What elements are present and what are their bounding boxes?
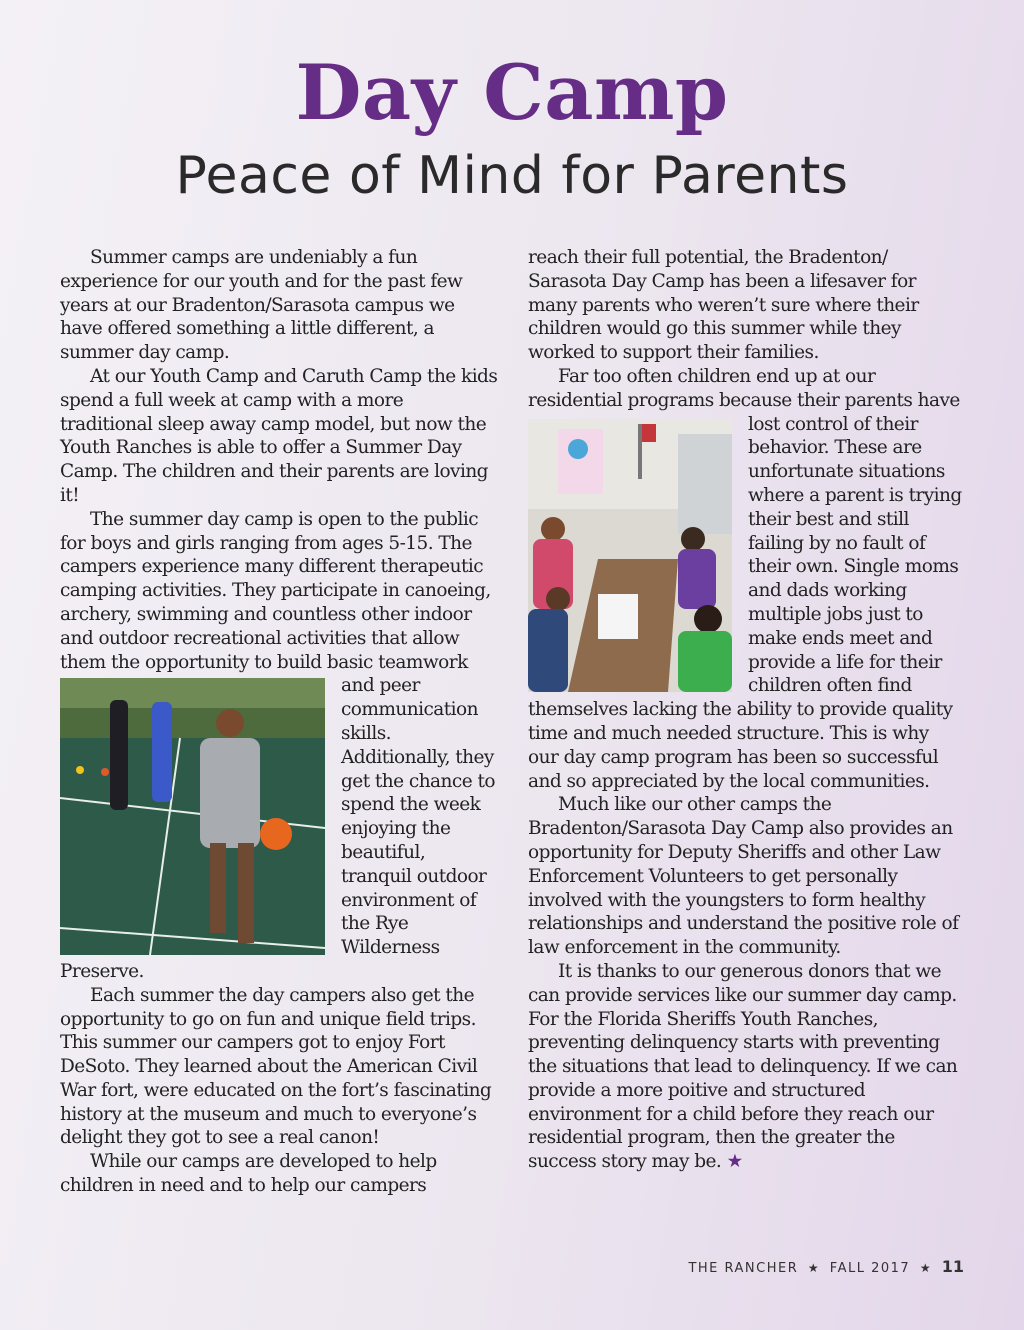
end-star-icon: ★ — [726, 1151, 743, 1173]
page-footer — [688, 1257, 964, 1276]
paragraph: Much like our other camps the Bradenton/Sarasota Day Camp also provides an opportunity for Deputy Sheriffs and other Law Enforcement Volunteers to get personally involved with the youngsters to form healthy relationships and understand the positive role of law enforcement in the community. — [528, 794, 959, 959]
paragraph: While our camps are developed to help children in need and to help our campers — [60, 1151, 437, 1197]
page-subtitle: Peace of Mind for Parents — [175, 146, 849, 206]
paragraph: Each summer the day campers also get the opportunity to go on fun and unique field trips. This summer our campers got to enjoy Fort DeSoto. They learned about the American Civil War fort, were educated on the fort’s fascinating history at the museum and much to everyone’s delight they got to see a real canon! — [60, 984, 492, 1149]
page-number: 11 — [941, 1257, 964, 1276]
right-column — [528, 246, 964, 1174]
paragraph — [528, 960, 964, 1174]
paragraph: reach their full potential, the Bradenton/ Sarasota Day Camp has been a lifesaver for many parents who weren’t sure where their children would go this summer while they worked to support their families. — [528, 247, 919, 364]
paragraph: Summer camps are undeniably a fun experience for our youth and for the past few years at our Bradenton/Sarasota campus we have offered something a little different, a summer day camp. — [60, 247, 463, 364]
page-title: Day Camp — [295, 48, 729, 137]
issue-label: FALL 2017 — [829, 1261, 911, 1276]
paragraph: At our Youth Camp and Caruth Camp the kids spend a full week at camp with a more traditional sleep away camp model, but now the Youth Ranches is able to offer a Summer Day Camp. The children and their parents are loving it! — [60, 365, 498, 506]
star-separator-icon: ★ — [807, 1261, 821, 1275]
paragraph: Far too often children end up at our residential programs because their parents have lost control of their behavior. These are unfortunate situations where a parent is trying their best and still failing by no fault of their own. Single moms and dads working multiple jobs just to make ends meet and provide a life for their children often find themselves lacking the ability to provide quality time and much needed structure. This is why our day camp program has been so successful and so appreciated by the local communities. — [528, 365, 962, 792]
publication-name: THE RANCHER — [688, 1261, 799, 1276]
basketball-photo — [60, 678, 325, 955]
paragraph-text: The summer day camp is open to the public for boys and girls ranging from ages 5-15. The campers experience many different therapeutic camping activities. They participate in canoeing, archery, swimming and countless other indoor and outdoor recreational activities that allow them the opportunity to build basic teamwork and peer communication skills. Additionally, they get the chance to spend the week enjoying the beautiful, tranquil outdoor environment of the Rye Wilderness Preserve. — [60, 508, 495, 982]
star-separator-icon: ★ — [919, 1261, 933, 1275]
wrap-spacer — [528, 413, 748, 686]
paragraph-text: It is thanks to our generous donors that we can provide services like our summer day camp. For the Florida Sheriffs Youth Ranches, preventing delinquency starts with preventing the situations that lead to delinquency. If we can provide a more poitive and structured environment for a child before they reach our residential program, then the greater the success story may be. — [528, 960, 958, 1173]
